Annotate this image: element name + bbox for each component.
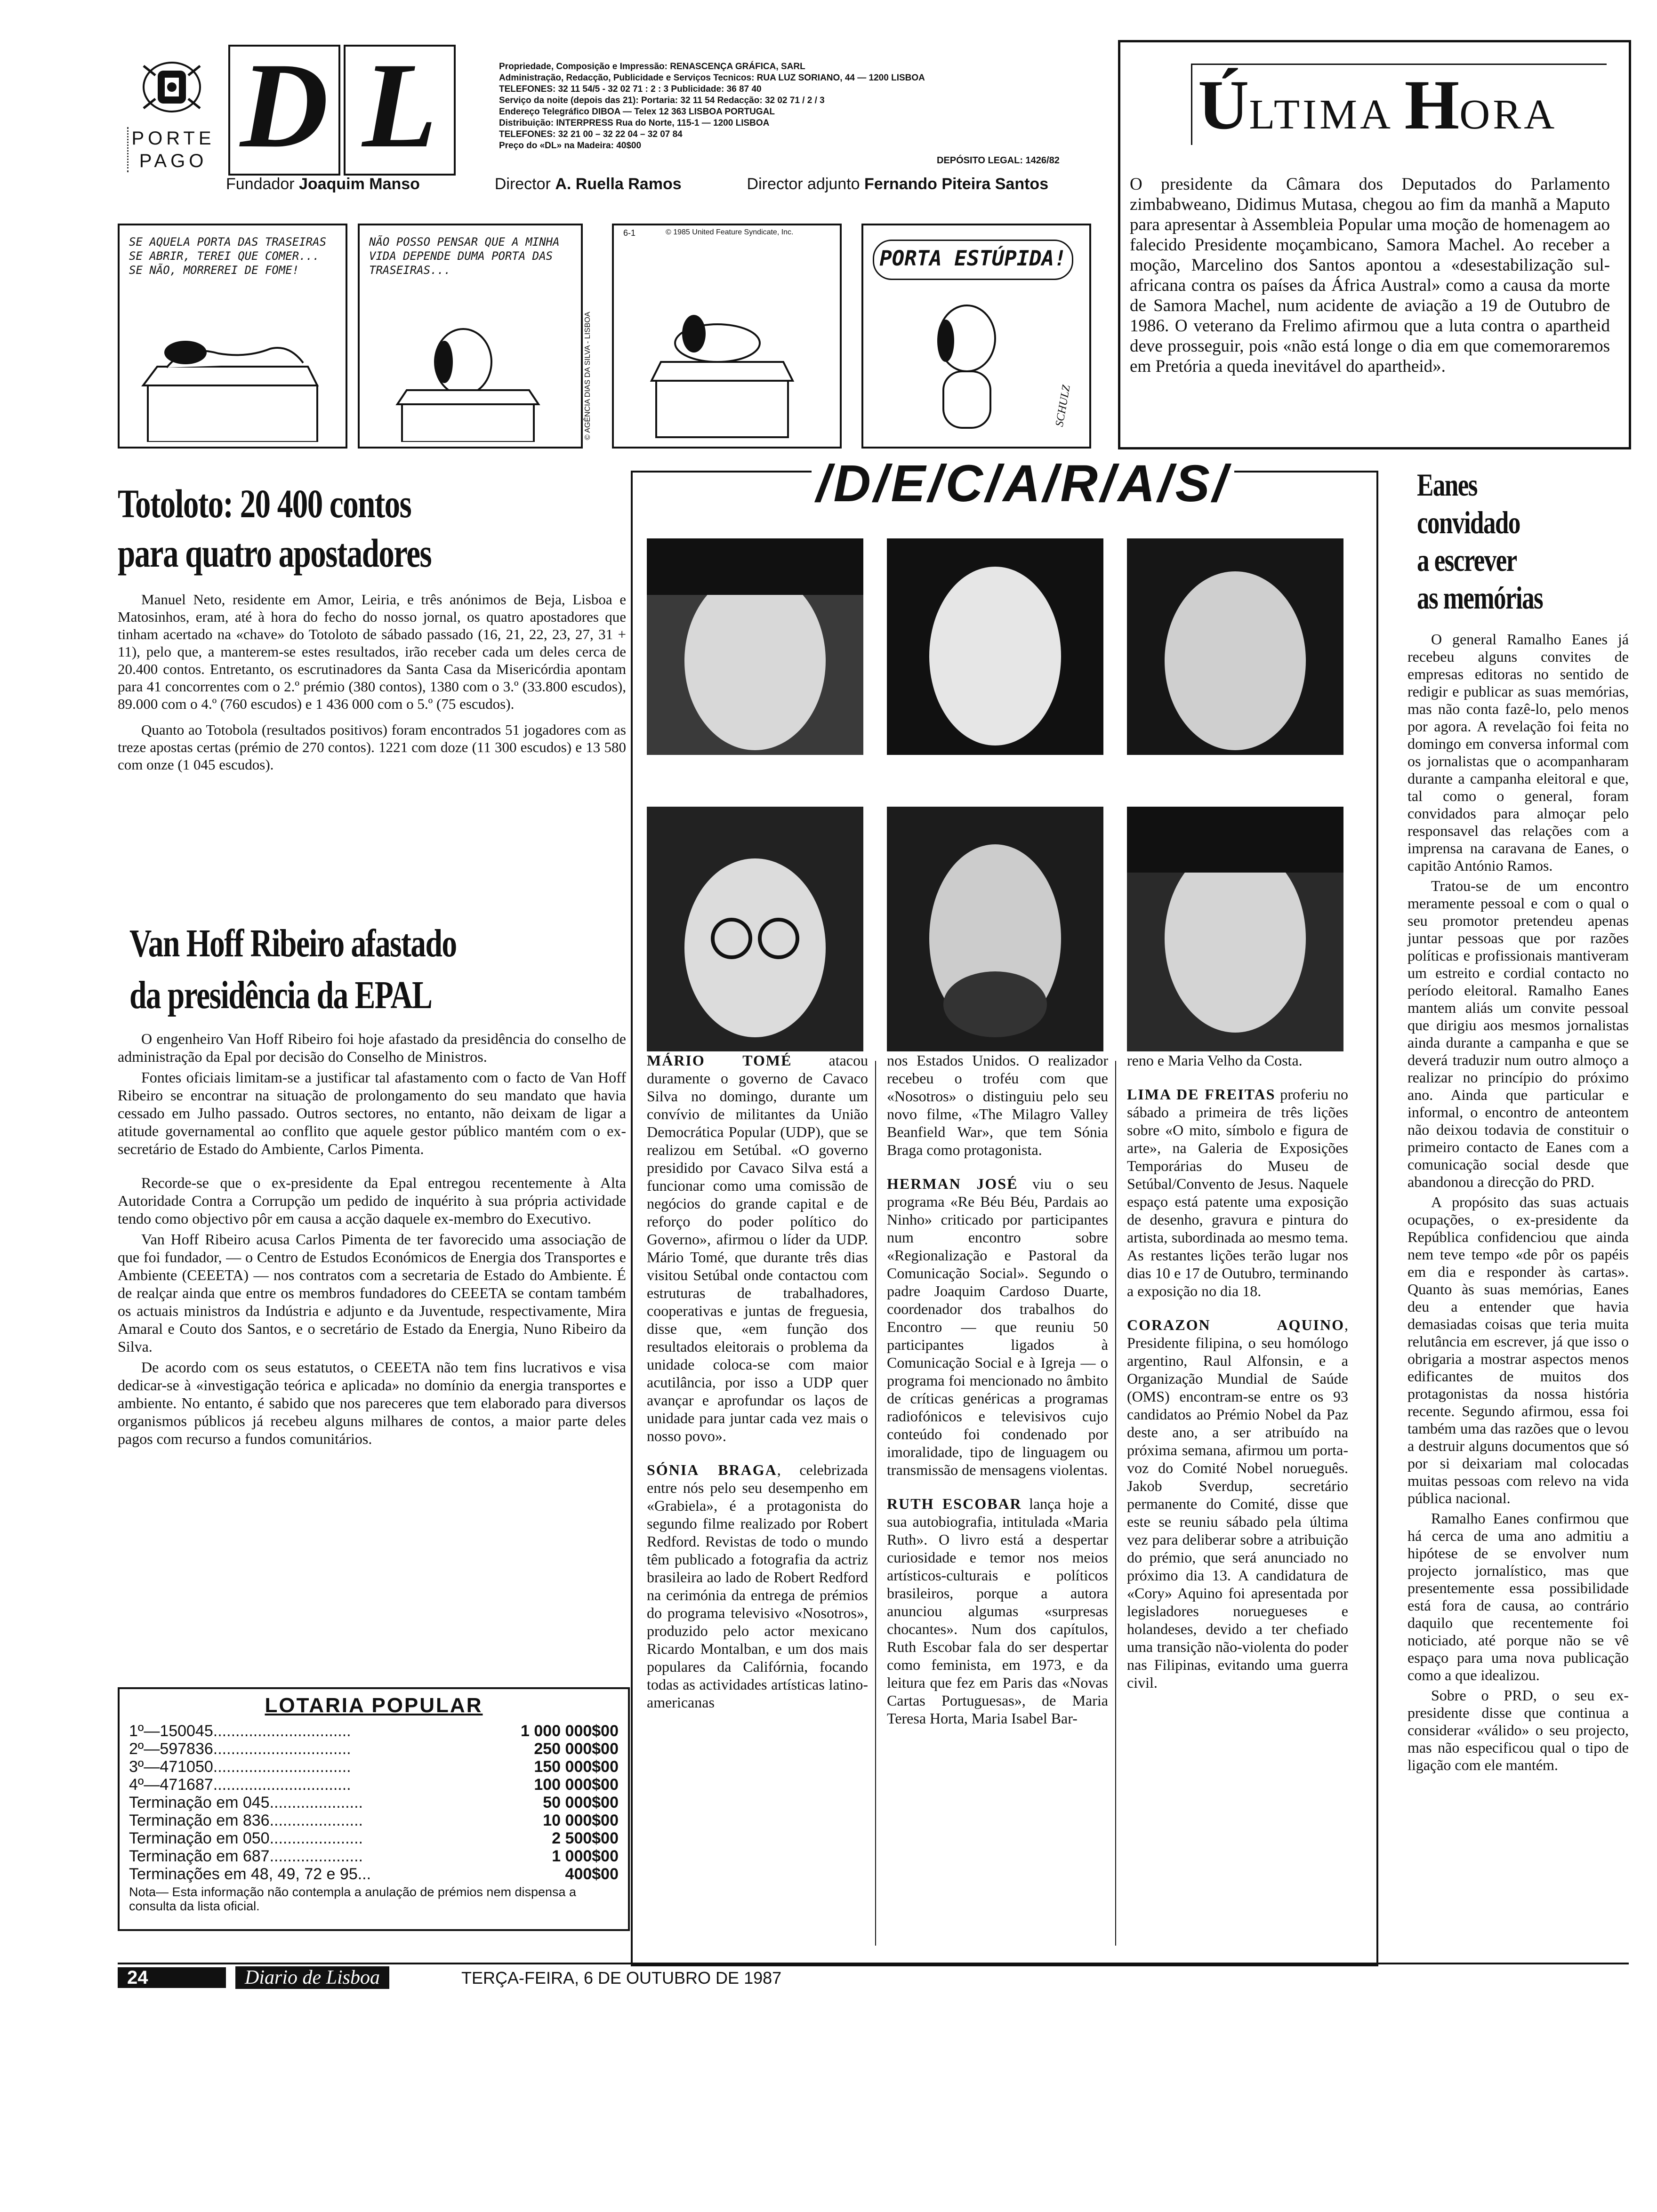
porte-pago-label: PORTE PAGO (127, 127, 218, 172)
eanes-p1: O general Ramalho Eanes já recebeu alguns convites de empresas editoras no sentido de redigir e publicar as suas memórias, mas não conta fazê-lo, pelo menos por agora. A revelação foi feita no domingo em conversa informal com os jornalistas que o acompanharam durante a campanha eleitoral e que, tal como o general, foram convidados para almoçar pelo responsavel das relações com a imprensa na caravana de Eanes, o capitão António Ramos. (1408, 631, 1629, 874)
de-caras-section (631, 455, 1378, 1966)
photo-sonia-braga (887, 538, 1103, 755)
comic-panel-2: NÃO POSSO PENSAR QUE A MINHA VIDA DEPENDE DUMA PORTA DAS TRASEIRAS... (358, 224, 583, 449)
eanes-article (1408, 466, 1629, 1777)
lotaria-row: 4º—471687............................... 100 000$00 (129, 1776, 619, 1794)
totoloto-p1: Manuel Neto, residente em Amor, Leiria, e três anónimos de Beja, Lisboa e Matosinhos, eram, até à hora do fecho do nosso jornal, os quatro apostadores que tinham acertado na «chave» do Totoloto de sábado passado (16, 21, 22, 23, 27, 31 + 11), pelo que, a manterem-se estes resultados, irão receber cada um deles cerca de 20.400 contos. Entretanto, os escrutinadores da Santa Casa da Misericórdia apontam para 41 concorrentes com o 2.º prémio (380 contos), 1380 com o 3.º (33.800 escudos), 89.000 com o 4.º (760 escudos) e 1 436 000 com o 5.º (75 escudos). (118, 591, 626, 712)
lotaria-row: Terminações em 48, 49, 72 e 95... 400$00 (129, 1865, 619, 1883)
column-divider (875, 1061, 876, 1946)
eanes-p2: Tratou-se de um encontro meramente pessoal e com o qual o seu promotor pretendeu apenas juntar pessoas que por razões políticas e profissionais mantiveram um estreito e cordial contacto no período eleitoral. Ramalho Eanes mantem aliás um convite pessoal que dirigiu aos mesmos jornalistas ainda durante a campanha e que se deverá traduzir num outro almoço a realizar no princípio do próximo ano. Ainda que particular e informal, o encontro de anteontem não deixou todavia de constituir o primeiro contacto de Eanes com a comunicação social desde que abandonou a direcção do PRD. (1408, 877, 1629, 1190)
vanhoff-article (118, 918, 626, 1451)
de-caras-title: /D/E/C/A/R/A/S/ (812, 454, 1234, 513)
vanhoff-p5: De acordo com os seus estatutos, o CEEETA não tem fins lucrativos e visa dedicar-se à «investigação teórica e aplicada» no domínio da energia transportes e ambiente. No entanto, é sabido que nos pareceres que tem elaborado para diversos organismos públicos já recebeu alguns milhares de contos, a maior parte deles pagos com recurso a fundos comunitários. (118, 1359, 626, 1447)
vanhoff-p2: Fontes oficiais limitam-se a justificar tal afastamento com o facto de Van Hoff Ribeiro se encontrar na situação de prolongamento do seu mandato que havia cessado em Julho passado. Outros sectores, no entanto, não deixam de ligar a atitude governamental ao conflito que aquele gestor público mantém com o ex-secretário de Estado do Ambiente, Carlos Pimenta. (118, 1069, 626, 1157)
ultima-hora-title: ÚLTIMA HORA (1191, 64, 1607, 145)
de-caras-col-1: MÁRIO TOMÉ atacou duramente o governo de Cavaco Silva no domingo, durante um convívio de militantes da União Democrática Popular (UDP), que se realizou em Setúbal. «O governo presidido por Cavaco Silva está a funcionar como uma comissão de negócios do grande capital e de reforço do poder político do Governo», afirmou o líder da UDP. Mário Tomé, que durante três dias visitou Setúbal onde contactou com estruturas de trabalhadores, cooperativas e juntas de freguesia, disse que, «em função dos resultados eleitorais o problema da unidade coloca-se com maior acutilância, por isso a UDP quer avançar e aprofundar os laços de unidade para juntar cada vez mais o nosso povo». SÓNIA BRAGA, celebrizada entre nós pelo seu desempenho em «Grabiela», é a protagonista do segundo filme realizado por Robert Redford. Revistas de todo o mundo têm publicado a fotografia da actriz brasileira ao lado de Robert Redford na cerimónia da entrega de prémios do programa televisivo «Nosotros», produzido pelo actor mexicano Ricardo Montalban, e um dos mais populares da Califórnia, focando todas as actividades artísticas latino-americanas (647, 1052, 869, 1711)
photo-corazon-aquino (1127, 807, 1343, 1051)
photo-herman-jose (1127, 538, 1343, 755)
de-caras-col-2: nos Estados Unidos. O realizador recebeu o troféu com que «Nosotros» o distinguiu pelo seu novo filme, «The Milagro Valley Beanfield War», que tem Sónia Braga como protagonista. HERMAN JOSÉ viu o seu programa «Re Béu Béu, Pardais ao Ninho» criticado por participantes num encontro sobre «Regionalização e Pastoral da Comunicação Social». Segundo o padre Joaquim Cardoso Duarte, coordenador dos trabalhos do Encontro — que reuniu 50 participantes ligados à Comunicação Social e à Igreja — o programa foi mencionado no âmbito de críticas genéricas a programas radiofónicos e televisivos cujo conteúdo foi condenado por imoralidade, tipo de linguagem ou transmissão de mensagens violentas. RUTH ESCOBAR lança hoje a sua autobiografia, intitulada «Maria Ruth». O livro está a despertar curiosidade e temor nos meios artísticos-culturais e políticos brasileiros, porque a autora anunciou algumas «surpresas chocantes». Num dos capítulos, Ruth Escobar fala do ser despertar como feminista, em 1973, e da leitura que fez em Paris das «Novas Cartas Portuguesas», de Maria Teresa Horta, Maria Isabel Bar- (887, 1052, 1109, 1727)
photo-mario-tome (647, 538, 863, 755)
ultima-hora-box (1118, 40, 1631, 449)
totoloto-headline-2: para quatro apostadores (118, 530, 432, 576)
vanhoff-p1: O engenheiro Van Hoff Ribeiro foi hoje afastado da presidência do conselho de administração da Epal por decisão do Conselho de Ministros. (118, 1030, 626, 1065)
comic-side-credit: © AGÊNCIA DIAS DA SILVA - LISBOA (584, 312, 592, 440)
masthead-credits: Fundador Joaquim Manso Director A. Ruella Ramos Director adjunto Fernando Piteira Santos (226, 175, 1049, 193)
comic-panel-4: PORTA ESTÚPIDA! SCHULZ (861, 224, 1091, 449)
vanhoff-headline-1: Van Hoff Ribeiro afastado (129, 922, 457, 965)
vanhoff-headline-2: da presidência da EPAL (129, 973, 432, 1017)
comic-panel-1: SE AQUELA PORTA DAS TRASEIRAS SE ABRIR, TEREI QUE COMER... SE NÃO, MORREREI DE FOME! (118, 224, 347, 449)
column-divider (1115, 1061, 1116, 1946)
lotaria-title: LOTARIA POPULAR (265, 1694, 483, 1717)
lotaria-row: 2º—597836............................... 250 000$00 (129, 1740, 619, 1758)
lotaria-row: Terminação em 045..................... 50 000$00 (129, 1794, 619, 1811)
logo-d: D (228, 45, 340, 176)
comic-strip (118, 224, 1102, 459)
vanhoff-p4: Van Hoff Ribeiro acusa Carlos Pimenta de ter favorecido uma associação de que foi fundador, — o Centro de Estudos Económicos de Energia dos Transportes e Ambiente (CEEETA) — nos contratos com a secretaria de Estado do Ambiente. É de realçar ainda que entre os membros fundadores do CEEETA se contam também os actuais ministros da Indústria e adjunto e da Juventude, respectivamente, Mira Amaral e Couto dos Santos, e o secretário de Estado da Energia, Nuno Ribeiro da Silva. (118, 1231, 626, 1355)
totoloto-article (118, 480, 626, 776)
masthead-info: Propriedade, Composição e Impressão: RENASCENÇA GRÁFICA, SARL Administração, Redacção, Publicidade e Serviços Tecnicos: RUA LUZ SORIANO, 44 — 1200 LISBOA TELEFONES: 32 11 54/5 - 32 02 71 : 2 : 3 Publicidade: 36 87 40 Serviço da noite (depois das 21): Portaria: 32 11 54 Redacção: 32 02 71 / 2 / 3 Endereço Telegráfico DIBOA — Telex 12 363 LISBOA PORTUGAL Distribuição: INTERPRESS Rua do Norte, 115-1 — 1200 LISBOA TELEFONES: 32 21 00 – 32 22 04 – 32 07 84 Preço do «DL» na Madeira: 40$00 (499, 62, 925, 151)
lotaria-row: Terminação em 687..................... 1 000$00 (129, 1847, 619, 1865)
totoloto-p2: Quanto ao Totobola (resultados positivos) foram encontrados 51 jogadores com as treze apostas certas (prémio de 270 contos). 1221 com doze (11 300 escudos) e 13 580 com onze (1 045 escudos). (118, 721, 626, 773)
eanes-headline: Eanes convidado a escrever as memórias (1417, 467, 1543, 616)
lotaria-row: 3º—471050............................... 150 000$00 (129, 1758, 619, 1776)
de-caras-col-3: reno e Maria Velho da Costa. LIMA DE FREITAS proferiu no sábado a primeira de três lições sobre «O mito, símbolo e figura de arte», na Galeria de Exposições Temporárias do Museu de Setúbal/Convento de Jesus. Naquele espaço está patente uma exposição de desenho, gravura e pintura do artista, subordinada ao mesmo tema. As restantes lições terão lugar nos dias 10 e 17 de Outubro, terminando a exposição no dia 18. CORAZON AQUINO, Presidente filipina, o seu homólogo argentino, Raul Alfonsin, e a Organização Mundial de Saúde (OMS) encontram-se entre os 93 candidatos ao Prémio Nobel da Paz deste ano, a ser atribuído na próxima semana, afirmou um porta-voz do Comité Nobel norueguês. Jakob Sverdup, secretário permanente do Comité, disse que este se reuniu sábado pela última vez para deliberar sobre a atribuição do prémio, que será anunciado no próximo dia 13. A candidatura de «Cory» Aquino foi apresentada por legisladores noruegueses e holandeses, devido a ter chefiado uma transição não-violenta do poder nas Filipinas, evitando uma guerra civil. (1127, 1052, 1348, 1691)
lotaria-box (118, 1687, 630, 1931)
photo-ruth-escobar (647, 807, 863, 1051)
logo-l: L (344, 45, 456, 176)
footer (118, 1963, 1629, 1991)
lotaria-row: Terminação em 836..................... 10 000$00 (129, 1811, 619, 1829)
photo-lima-de-freitas (887, 807, 1103, 1051)
page-number: 24 (118, 1967, 226, 1988)
comic-panel-3: 6-1 © 1985 United Feature Syndicate, Inc. (612, 224, 842, 449)
coat-of-arms-icon (137, 56, 207, 118)
paper-name: Diario de Lisboa (235, 1966, 389, 1989)
issue-date: TERÇA-FEIRA, 6 DE OUTUBRO DE 1987 (461, 1968, 782, 1988)
lotaria-row: 1º—150045............................... 1 000 000$00 (129, 1722, 619, 1740)
lotaria-note: Nota— Esta informação não contempla a anulação de prémios nem dispensa a consulta da lista oficial. (129, 1885, 577, 1913)
eanes-p5: Sobre o PRD, o seu ex-presidente disse que continua a considerar «válido» o seu projecto, mas não especificou qual o tipo de ligação com ele mantém. (1408, 1687, 1629, 1773)
comic-panel-4-bubble: PORTA ESTÚPIDA! (873, 240, 1073, 280)
vanhoff-p3: Recorde-se que o ex-presidente da Epal entregou recentemente à Alta Autoridade Contra a Corrupção um pedido de inquérito à sua própria actividade tendo como objectivo pôr em causa a acção daquele ex-membro do Executivo. (118, 1174, 626, 1227)
ultima-hora-text: O presidente da Câmara dos Deputados do Parlamento zimbabweano, Didimus Mutasa, chegou ao fim da manhã a Maputo para apresentar à Assembleia Popular uma moção de homenagem ao falecido Presidente moçambicano, Samora Machel. Ao receber a moção, Marcelino dos Santos apontou a «desestabilização sul-africana contra os países da África Austral» como a causa da morte de Samora Machel, num acidente de aviação a 19 de Outubro de 1986. O veterano da Frelimo afirmou que a luta contra o apartheid deve prosseguir, pois «não está longe o dia em que comemoraremos em Pretória a queda inevitável do apartheid». (1130, 175, 1610, 376)
masthead (118, 38, 1097, 202)
lotaria-row: Terminação em 050..................... 2 500$00 (129, 1829, 619, 1847)
eanes-p3: A propósito das suas actuais ocupações, o ex-presidente da República confidenciou que ainda nem teve tempo «de pôr os papéis em dia e responder às cartas». Quanto às suas memórias, Eanes deu a entender que havia demasiadas coisas que teria muita relutância em escrever, já que isso o obrigaria a mostrar aspectos menos edificantes de muitos dos protagonistas da nossa história recente. Segundo afirmou, essa foi também uma das razões que o levou a destruir alguns documentos que só por si deixariam mal colocadas muitas pessoas com relevo na vida pública nacional. (1408, 1194, 1629, 1507)
totoloto-headline-1: Totoloto: 20 400 contos (118, 481, 411, 526)
deposito-legal: DEPÓSITO LEGAL: 1426/82 (937, 155, 1060, 166)
eanes-p4: Ramalho Eanes confirmou que há cerca de uma ano admitiu a hipótese de se envolver num projecto jornalístico, mas que presentemente essa possibilidade está fora de causa, ao contrário daquilo que recentemente foi noticiado, até porque não se vê espaço para uma nova publicação como a que idealizou. (1408, 1510, 1629, 1683)
